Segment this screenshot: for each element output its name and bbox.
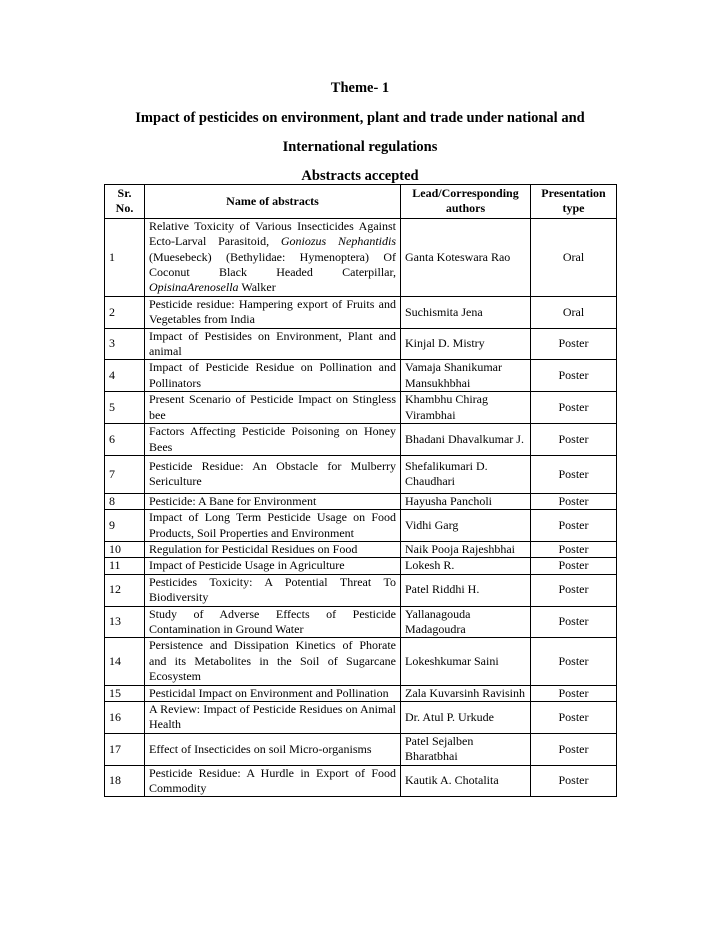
row-name: A Review: Impact of Pesticide Residues on Animal Health	[145, 702, 401, 734]
row-name: Pesticidal Impact on Environment and Pollination	[145, 685, 401, 701]
row-name: Impact of Pesticide Usage in Agriculture	[145, 558, 401, 574]
name-part: Relative Toxicity of Various Insecticides Against Ecto-Larval Parasitoid,	[149, 218, 396, 249]
row-author: Kinjal D. Mistry	[401, 328, 531, 360]
row-sr: 11	[105, 558, 145, 574]
row-sr: 1	[105, 218, 145, 296]
header-authors-line1: Lead/Corresponding	[412, 186, 519, 200]
row-name: Pesticide Residue: A Hurdle in Export of Food Commodity	[145, 765, 401, 797]
table-row	[105, 455, 617, 493]
row-author: Lokesh R.	[401, 558, 531, 574]
header-type-line2: type	[562, 201, 585, 216]
row-sr: 14	[105, 638, 145, 685]
row-name: Effect of Insecticides on soil Micro-organisms	[145, 733, 401, 765]
abstracts-accepted-heading: Abstracts accepted	[301, 168, 419, 184]
row-type: Oral	[531, 218, 617, 296]
table-row	[105, 510, 617, 542]
row-type: Poster	[531, 702, 617, 734]
row-author: Zala Kuvarsinh Ravisinh	[401, 685, 531, 701]
row-author: Vidhi Garg	[401, 510, 531, 542]
row-type: Poster	[531, 392, 617, 424]
table-row	[105, 218, 617, 296]
row-name: Persistence and Dissipation Kinetics of Phorate and its Metabolites in the Soil of Sugarcane Ecosystem	[145, 638, 401, 685]
row-type: Poster	[531, 574, 617, 606]
row-name: Impact of Pesticide Residue on Pollination and Pollinators	[145, 360, 401, 392]
row-author: Suchismita Jena	[401, 296, 531, 328]
header-sr-no	[105, 185, 145, 219]
header-sr-line1: Sr.	[117, 186, 132, 200]
table-row	[105, 574, 617, 606]
row-type: Oral	[531, 296, 617, 328]
table-header-row	[105, 185, 617, 219]
row-sr: 15	[105, 685, 145, 701]
row-name: Pesticide: A Bane for Environment	[145, 493, 401, 509]
table-row	[105, 558, 617, 574]
table-row	[105, 765, 617, 797]
table-row	[105, 733, 617, 765]
row-author: Lokeshkumar Saini	[401, 638, 531, 685]
name-part-italic: OpisinaArenosella	[149, 280, 239, 295]
title-line-1: Impact of pesticides on environment, plant and trade under national and	[135, 110, 585, 126]
row-sr: 13	[105, 606, 145, 638]
row-name: Impact of Pestisides on Environment, Plant and animal	[145, 328, 401, 360]
row-sr: 2	[105, 296, 145, 328]
row-type: Poster	[531, 638, 617, 685]
row-author: Shefalikumari D. Chaudhari	[401, 455, 531, 493]
row-sr: 4	[105, 360, 145, 392]
row-type: Poster	[531, 558, 617, 574]
title-line-2: International regulations	[282, 139, 438, 155]
table-row	[105, 493, 617, 509]
row-name: Regulation for Pesticidal Residues on Food	[145, 541, 401, 557]
row-type: Poster	[531, 328, 617, 360]
table-row	[105, 296, 617, 328]
row-type: Poster	[531, 493, 617, 509]
row-type: Poster	[531, 606, 617, 638]
row-name	[145, 218, 401, 296]
table-row	[105, 424, 617, 456]
row-name: Pesticide Residue: An Obstacle for Mulberry Sericulture	[145, 455, 401, 493]
row-author: Patel Sejalben Bharatbhai	[401, 733, 531, 765]
row-sr: 12	[105, 574, 145, 606]
row-name: Pesticide residue: Hampering export of Fruits and Vegetables from India	[145, 296, 401, 328]
row-type: Poster	[531, 765, 617, 797]
row-name: Present Scenario of Pesticide Impact on Stingless bee	[145, 392, 401, 424]
row-type: Poster	[531, 685, 617, 701]
header-type	[531, 185, 617, 219]
row-name: Study of Adverse Effects of Pesticide Contamination in Ground Water	[145, 606, 401, 638]
name-part: (Muesebeck) (Bethylidae: Hymenoptera) Of Coconut Black Headed Caterpillar,	[149, 249, 396, 280]
table-row	[105, 541, 617, 557]
table-row	[105, 685, 617, 701]
row-type: Poster	[531, 424, 617, 456]
row-sr: 10	[105, 541, 145, 557]
row-sr: 9	[105, 510, 145, 542]
table-row	[105, 702, 617, 734]
row-sr: 16	[105, 702, 145, 734]
row-author: Khambhu Chirag Virambhai	[401, 392, 531, 424]
abstracts-table	[104, 184, 617, 797]
row-sr: 3	[105, 328, 145, 360]
row-author: Yallanagouda Madagoudra	[401, 606, 531, 638]
header-authors	[401, 185, 531, 219]
row-sr: 7	[105, 455, 145, 493]
row-name: Impact of Long Term Pesticide Usage on Food Products, Soil Properties and Environment	[145, 510, 401, 542]
row-name: Factors Affecting Pesticide Poisoning on Honey Bees	[145, 424, 401, 456]
header-type-line1: Presentation	[541, 186, 606, 200]
row-author: Patel Riddhi H.	[401, 574, 531, 606]
row-author: Dr. Atul P. Urkude	[401, 702, 531, 734]
table-row	[105, 360, 617, 392]
row-type: Poster	[531, 510, 617, 542]
header-sr-line2: No.	[115, 201, 134, 216]
row-sr: 17	[105, 733, 145, 765]
name-part: Walker	[238, 280, 276, 295]
table-row	[105, 328, 617, 360]
table-row	[105, 638, 617, 685]
row-sr: 6	[105, 424, 145, 456]
header-authors-line2: authors	[445, 201, 486, 216]
row-sr: 5	[105, 392, 145, 424]
row-name: Pesticides Toxicity: A Potential Threat To Biodiversity	[145, 574, 401, 606]
row-author: Vamaja Shanikumar Mansukhbhai	[401, 360, 531, 392]
row-author: Kautik A. Chotalita	[401, 765, 531, 797]
row-type: Poster	[531, 360, 617, 392]
row-author: Ganta Koteswara Rao	[401, 218, 531, 296]
table-row	[105, 606, 617, 638]
row-sr: 8	[105, 493, 145, 509]
name-part-italic: Goniozus Nephantidis	[280, 234, 397, 249]
row-author: Hayusha Pancholi	[401, 493, 531, 509]
row-type: Poster	[531, 541, 617, 557]
row-author: Bhadani Dhavalkumar J.	[401, 424, 531, 456]
row-author: Naik Pooja Rajeshbhai	[401, 541, 531, 557]
row-sr: 18	[105, 765, 145, 797]
theme-heading: Theme- 1	[330, 80, 390, 96]
row-type: Poster	[531, 733, 617, 765]
header-name: Name of abstracts	[145, 185, 401, 219]
table-row	[105, 392, 617, 424]
row-type: Poster	[531, 455, 617, 493]
